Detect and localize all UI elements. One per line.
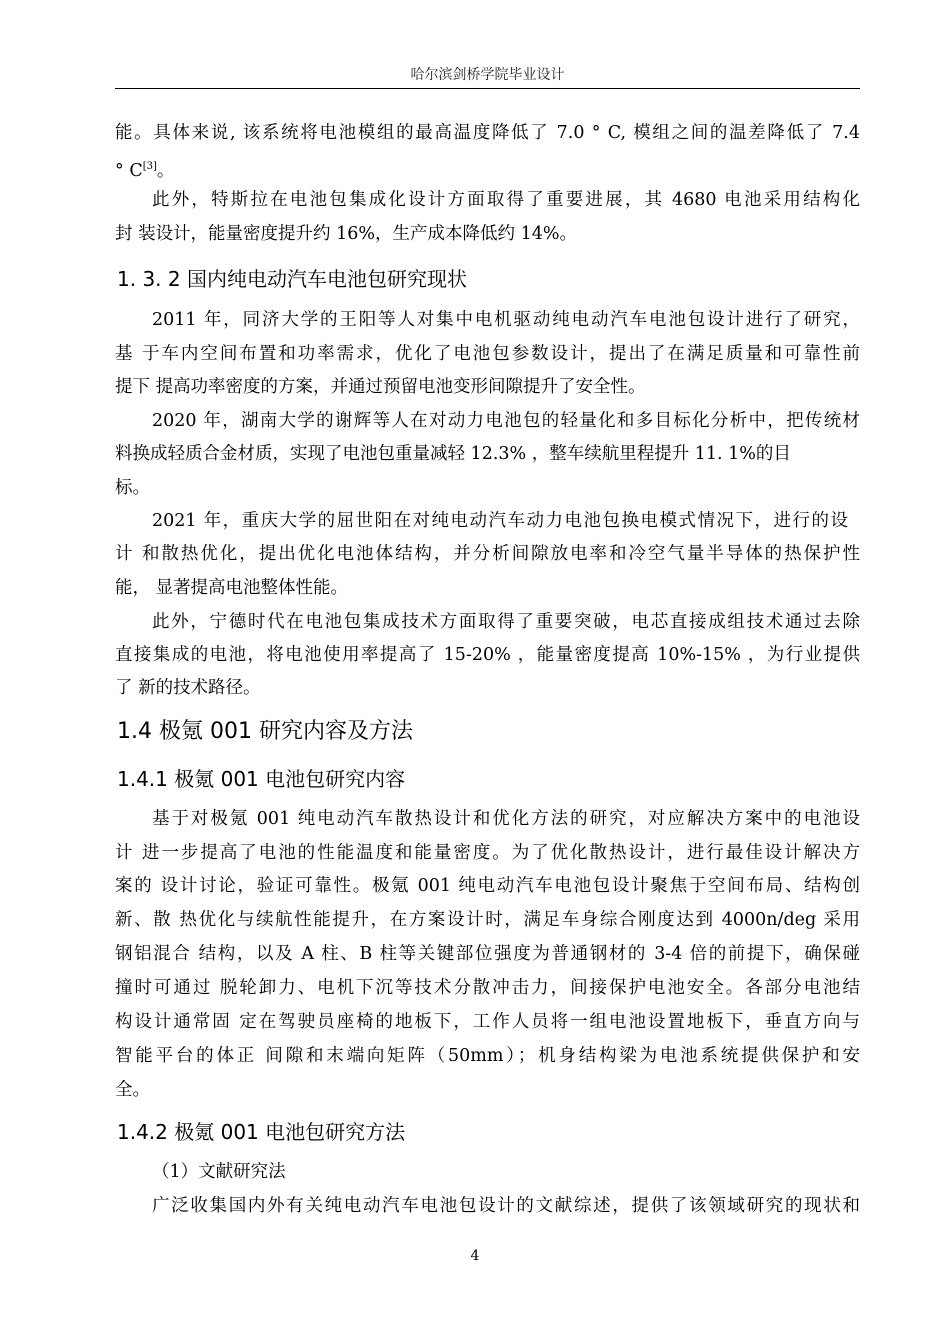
period: 。 [156,160,175,181]
body-line: 案的 设计讨论，验证可靠性。极氪 001 纯电动汽车电池包设计聚焦于空间布局、结构创 [115,876,860,896]
body-line: 计 进一步提高了电池的性能温度和能量密度。为了优化散热设计，进行最佳设计解决方 [115,843,860,863]
body-line: 基 于车内空间布置和功率需求，优化了电池包参数设计，提出了在满足质量和可靠性前 [115,344,860,364]
body-line: 此外，宁德时代在电池包集成技术方面取得了重要突破，电芯直接成组技术通过去除 [152,612,860,632]
body-line: 提下 提高功率密度的方案，并通过预留电池变形间隙提升了安全性。 [115,377,646,397]
body-line: 标。 [115,478,150,498]
body-line: 2021 年，重庆大学的屈世阳在对纯电动汽车动力电池包换电模式情况下，进行的设 [152,511,848,531]
citation: [3] [142,161,157,172]
body-line: 直接集成的电池，将电池使用率提高了 15-20% ，能量密度提高 10%-15% ，为行业提供 [115,645,860,665]
section-heading-1-3-2: 1. 3. 2 国内纯电动汽车电池包研究现状 [117,267,467,291]
running-header: 哈尔滨剑桥学院毕业设计 [410,67,565,83]
body-line: 能， 显著提高电池整体性能。 [115,578,349,598]
body-line: 广泛收集国内外有关纯电动汽车电池包设计的文献综述，提供了该领域研究的现状和 [152,1196,860,1216]
body-line: 基于对极氪 001 纯电动汽车散热设计和优化方法的研究，对应解决方案中的电池设 [152,809,860,829]
body-line: 能。具体来说, 该系统将电池模组的最高温度降低了 7.0 ° C, 模组之间的温差降低了 7.4 [115,123,860,143]
header-rule [115,88,860,89]
body-line: 智能平台的体正 间隙和末端向矩阵（50mm）；机身结构梁为电池系统提供保护和安 [115,1046,860,1066]
body-line: 封 装设计，能量密度提升约 16%，生产成本降低约 14%。 [115,224,577,244]
section-heading-1-4-2: 1.4.2 极氪 001 电池包研究方法 [117,1120,406,1144]
body-line: 2011 年，同济大学的王阳等人对集中电机驱动纯电动汽车电池包设计进行了研究， [152,310,860,330]
section-heading-1-4: 1.4 极氪 001 研究内容及方法 [117,719,413,744]
page-number: 4 [470,1248,480,1264]
body-line: 计 和散热优化，提出优化电池体结构，并分析间隙放电率和冷空气量半导体的热保护性 [115,544,860,564]
body-line: 构设计通常固 定在驾驶员座椅的地板下，工作人员将一组电池设置地板下，垂直方向与 [115,1012,860,1032]
body-line: 此外，特斯拉在电池包集成化设计方面取得了重要进展，其 4680 电池采用结构化 [152,190,860,210]
body-line: 新、散 热优化与续航性能提升，在方案设计时，满足车身综合刚度达到 4000n/deg 采用 [115,910,860,930]
body-line: 2020 年，湖南大学的谢辉等人在对动力电池包的轻量化和多目标化分析中，把传统材 [152,411,860,431]
section-heading-1-4-1: 1.4.1 极氪 001 电池包研究内容 [117,767,406,791]
body-line: 撞时可通过 脱轮卸力、电机下沉等技术分散冲击力，间接保护电池安全。各部分电池结 [115,978,860,998]
body-line [115,156,860,182]
body-line: 全。 [115,1080,150,1100]
body-line: 了 新的技术路径。 [115,678,261,698]
subheading-literature-method: （1）文献研究法 [152,1162,286,1182]
body-line: 钢铝混合 结构，以及 A 柱、B 柱等关键部位强度为普通钢材的 3-4 倍的前提下，确保碰 [115,944,860,964]
body-line: 料换成轻质合金材质，实现了电池包重量减轻 12.3% ，整车续航里程提升 11. 1%的目 [115,444,791,464]
temp-unit: ° C [115,160,143,181]
